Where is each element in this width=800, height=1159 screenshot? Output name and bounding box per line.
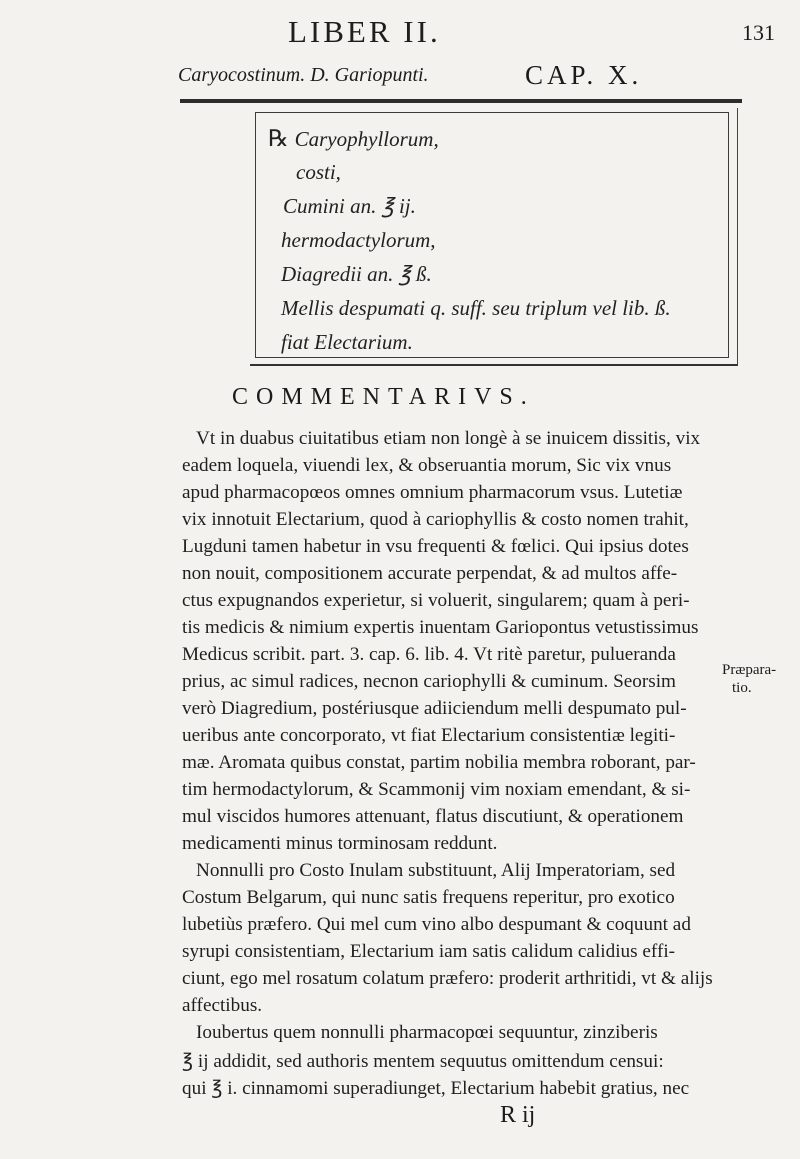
- body-line: Costum Belgarum, qui nunc satis frequens reperitur, pro exotico: [182, 887, 675, 908]
- chapter-label: CAP. X.: [525, 60, 643, 90]
- body-line: ciunt, ego mel rosatum colatum præfero: proderit arthritidi, vt & alijs: [182, 968, 713, 989]
- body-line: Lugduni tamen habetur in vsu frequenti & fœlici. Qui ipsius dotes: [182, 536, 689, 557]
- body-line: eadem loquela, viuendi lex, & obseruantia morum, Sic vix vnus: [182, 455, 672, 476]
- body-line: vix innotuit Electarium, quod à cariophyllis & costo nomen trahit,: [182, 509, 689, 530]
- body-line: tim hermodactylorum, & Scammonij vim noxiam emendant, & si-: [182, 779, 691, 800]
- body-line: verò Diagredium, postériusque adiiciendum melli despumato pul-: [182, 698, 687, 719]
- recipe-line-text: Caryophyllorum,: [294, 127, 439, 151]
- body-line: prius, ac simul radices, necnon cariophylli & cuminum. Seorsim: [182, 671, 676, 692]
- commentary-heading: COMMENTARIVS.: [232, 384, 535, 410]
- recipe-line-5: Diagredii an. ℥ ß.: [281, 262, 432, 286]
- running-head: LIBER II.: [288, 14, 441, 49]
- recipe-line-7: fiat Electarium.: [281, 330, 413, 354]
- signature-mark: R ij: [500, 1102, 536, 1128]
- section-subhead: Caryocostinum. D. Gariopunti.: [178, 64, 429, 86]
- recipe-line-6: Mellis despumati q. suff. seu triplum vel lib. ß.: [281, 296, 671, 320]
- body-line: ℥ ij addidit, sed authoris mentem sequutus omittendum censui:: [182, 1051, 664, 1072]
- body-line: Medicus scribit. part. 3. cap. 6. lib. 4. Vt ritè paretur, pulueranda: [182, 644, 676, 665]
- marginal-note-line-2: tio.: [732, 680, 752, 696]
- marginal-note-line-1: Præpara-: [722, 662, 777, 678]
- recipe-line-2: costi,: [296, 160, 341, 184]
- body-line: Ioubertus quem nonnulli pharmacopœi sequuntur, zinziberis: [196, 1022, 658, 1043]
- recipe-line-4: hermodactylorum,: [281, 228, 436, 252]
- body-line: syrupi consistentiam, Electarium iam satis calidum calidius effi-: [182, 941, 676, 962]
- body-line: Nonnulli pro Costo Inulam substituunt, Alij Imperatoriam, sed: [196, 860, 676, 881]
- body-line: medicamenti minus torminosam reddunt.: [182, 833, 498, 854]
- body-line: ctus expugnandos experietur, si voluerit, singularem; quam à peri-: [182, 590, 690, 611]
- recipe-line-1: [268, 126, 439, 152]
- body-line: Vt in duabus ciuitatibus etiam non longè à se inuicem dissitis, vix: [196, 428, 701, 449]
- body-line: apud pharmacopœos omnes omnium pharmacorum vsus. Lutetiæ: [182, 482, 683, 503]
- body-line: mul viscidos humores attenuant, flatus discutiunt, & operationem: [182, 806, 684, 827]
- body-line: ueribus ante concorporato, vt fiat Electarium consistentiæ legiti-: [182, 725, 676, 746]
- body-line: mæ. Aromata quibus constat, partim nobilia membra roborant, par-: [182, 752, 696, 773]
- page-number: 131: [742, 20, 775, 45]
- body-line: qui ℥ i. cinnamomi superadiunget, Electarium habebit gratius, nec: [182, 1078, 690, 1099]
- body-line: tis medicis & nimium expertis inuentam Gariopontus vetustissimus: [182, 617, 699, 638]
- body-line: lubetiùs præfero. Qui mel cum vino albo despumant & coquunt ad: [182, 914, 691, 935]
- recipe-symbol-icon: ℞: [268, 126, 289, 151]
- recipe-line-3: Cumini an. ℥ ij.: [283, 194, 416, 218]
- body-line: affectibus.: [182, 995, 263, 1016]
- header-rule: [180, 99, 742, 103]
- body-line: non nouit, compositionem accurate perpendat, & ad multos affe-: [182, 563, 678, 584]
